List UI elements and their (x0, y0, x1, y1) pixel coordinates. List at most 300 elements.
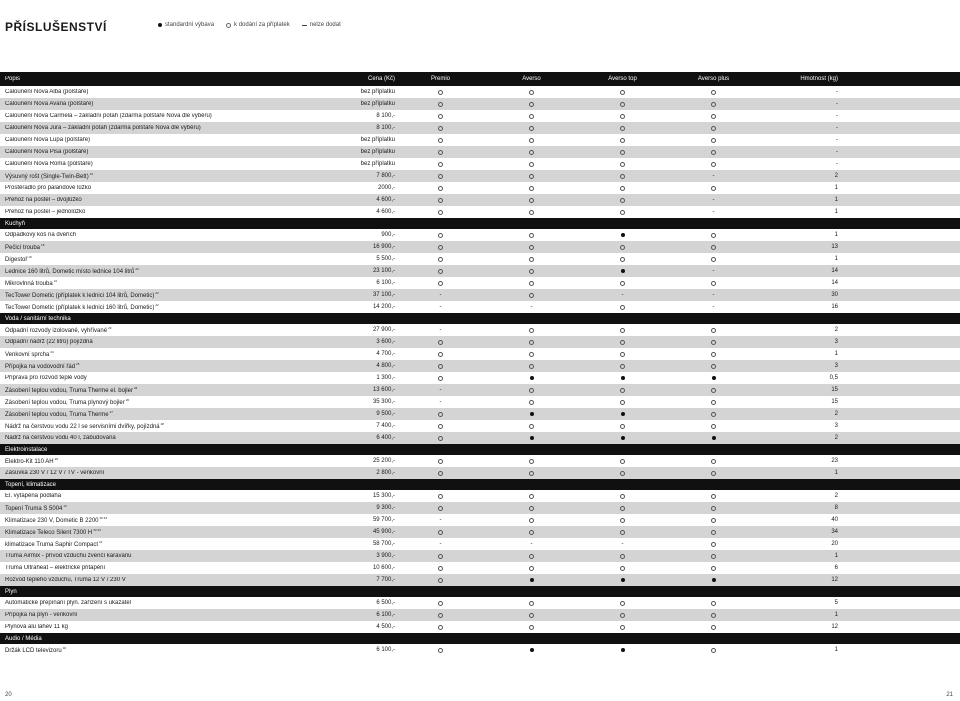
table-row (0, 158, 960, 170)
item-weight: - (836, 101, 838, 107)
item-price: bez příplatku (360, 161, 395, 167)
table-row (0, 467, 960, 479)
hollow-circle-icon (711, 518, 716, 523)
availability-cell (395, 648, 486, 653)
hollow-circle-icon (711, 648, 716, 653)
item-price: 4 600,- (376, 209, 395, 215)
hollow-circle-icon (620, 364, 625, 369)
item-description-text: Pečicí trouba (5, 245, 41, 251)
hollow-circle-icon (529, 613, 534, 618)
item-description-text: Zásuvka 230 V / 12 V / TV - venkovní (5, 470, 105, 476)
item-description (0, 470, 305, 476)
availability-cell (486, 436, 577, 440)
availability-cell (486, 400, 577, 405)
hollow-circle-icon (620, 518, 625, 523)
page-title: PŘÍSLUŠENSTVÍ (5, 20, 107, 34)
filled-dot-icon (621, 648, 625, 652)
availability-cell (486, 424, 577, 429)
hollow-circle-icon (529, 530, 534, 535)
availability-cell (668, 150, 759, 155)
table-row (0, 277, 960, 289)
hollow-circle-icon (620, 198, 625, 203)
table-row (0, 170, 960, 182)
hollow-circle-icon (529, 269, 534, 274)
page-number-right: 21 (946, 692, 953, 698)
item-description (0, 267, 305, 275)
hollow-circle-icon (438, 625, 443, 630)
availability-cell (577, 412, 668, 416)
hollow-circle-icon (529, 162, 534, 167)
availability-cell (577, 210, 668, 215)
item-weight: - (836, 89, 838, 95)
hollow-circle-icon (711, 459, 716, 464)
hollow-circle-icon (529, 233, 534, 238)
item-description-text: Přehoz na postel – dvojlůžko (5, 197, 82, 203)
item-description (0, 516, 305, 524)
item-weight: 1 (834, 612, 838, 618)
item-description (0, 398, 305, 406)
availability-cell (395, 340, 486, 345)
hollow-circle-icon (529, 554, 534, 559)
item-weight: 34 (831, 529, 838, 535)
availability-cell (395, 541, 486, 547)
availability-cell (668, 436, 759, 440)
availability-cell (668, 126, 759, 131)
hollow-circle-icon (529, 257, 534, 262)
item-price: 7 700,- (376, 577, 395, 583)
availability-cell (486, 494, 577, 499)
item-description-text: Odpadkový koš na dveřích (5, 232, 77, 238)
hollow-circle-icon (438, 126, 443, 131)
item-description (0, 149, 305, 155)
availability-cell (668, 376, 759, 380)
availability-cell (395, 387, 486, 393)
hollow-circle-icon (529, 424, 534, 429)
availability-cell (486, 328, 577, 333)
item-price: 3 600,- (376, 339, 395, 345)
hollow-circle-icon (711, 102, 716, 107)
legend-standard (158, 22, 214, 28)
item-description (0, 540, 305, 548)
availability-cell (486, 471, 577, 476)
hollow-circle-icon (620, 494, 625, 499)
availability-cell (486, 388, 577, 393)
hollow-circle-icon (620, 554, 625, 559)
item-description-text: TecTower Dometic (příplatek k lednici 104 litrů, Dometic) (5, 293, 155, 299)
availability-value: - (712, 304, 715, 310)
availability-cell (486, 174, 577, 179)
item-description-text: Výsuvný rošt (Single-Twin-Bett) (5, 174, 89, 180)
item-description-text: Čalounění Nova Alba (polštáře) (5, 89, 89, 95)
filled-dot-icon (712, 578, 716, 582)
filled-dot-icon (621, 578, 625, 582)
hollow-circle-icon (438, 245, 443, 250)
availability-cell (577, 269, 668, 273)
item-weight: - (836, 149, 838, 155)
item-price: 1 300,- (376, 375, 395, 381)
availability-cell (395, 114, 486, 119)
item-description-text: Odpadní rozvody izolované, vyhřívané (5, 328, 108, 334)
item-description-text: Nádrž na čerstvou vodu 40 l, zabudovaná (5, 435, 116, 441)
item-weight: 8 (834, 505, 838, 511)
availability-cell (395, 186, 486, 191)
hollow-circle-icon (438, 648, 443, 653)
hollow-circle-icon (711, 566, 716, 571)
hollow-circle-icon (438, 494, 443, 499)
availability-cell (395, 364, 486, 369)
item-description (0, 600, 305, 606)
item-description (0, 303, 305, 311)
availability-cell (486, 138, 577, 143)
availability-cell (577, 424, 668, 429)
hollow-circle-icon (438, 114, 443, 119)
availability-cell (395, 554, 486, 559)
item-price: 7 400,- (376, 423, 395, 429)
hollow-circle-icon (620, 625, 625, 630)
item-description (0, 624, 305, 630)
hollow-circle-icon (438, 210, 443, 215)
hollow-circle-icon (438, 186, 443, 191)
item-price: bez příplatku (360, 137, 395, 143)
item-description-text: Čalounění Nova Avana (polštáře) (5, 101, 94, 107)
hollow-circle-icon (529, 400, 534, 405)
hollow-circle-icon (529, 126, 534, 131)
availability-cell (668, 114, 759, 119)
hollow-circle-icon (438, 138, 443, 143)
availability-value: - (530, 541, 533, 547)
hollow-circle-icon (529, 245, 534, 250)
availability-cell (395, 257, 486, 262)
hollow-circle-icon (529, 293, 534, 298)
hollow-circle-icon (711, 494, 716, 499)
hollow-circle-icon (620, 90, 625, 95)
availability-cell (486, 566, 577, 571)
item-description-text: Elektro-Kit 110 AH (5, 459, 54, 465)
item-price: 37 100,- (372, 292, 395, 298)
filled-dot-icon (158, 23, 162, 27)
item-price: 6 400,- (376, 435, 395, 441)
item-description (0, 279, 305, 287)
availability-cell (668, 530, 759, 535)
hollow-circle-icon (438, 436, 443, 441)
table-row (0, 621, 960, 633)
availability-cell (668, 90, 759, 95)
table-row (0, 122, 960, 134)
item-description (0, 161, 305, 167)
availability-cell (395, 102, 486, 107)
item-price: 2000,- (377, 185, 395, 191)
footnote-ref: 19 (28, 255, 32, 259)
item-description-text: Mikrovlnná trouba (5, 281, 53, 287)
table-row (0, 455, 960, 467)
filled-dot-icon (621, 436, 625, 440)
availability-cell (486, 352, 577, 357)
availability-value: - (439, 387, 442, 393)
availability-cell (395, 292, 486, 298)
availability-cell (577, 281, 668, 286)
footnote-ref: 30 33 (99, 516, 108, 520)
availability-cell (577, 102, 668, 107)
availability-cell (486, 601, 577, 606)
filled-dot-icon (712, 376, 716, 380)
availability-cell (486, 304, 577, 310)
item-description-text: Nádrž na čerstvou vodu 22 l se servisními dvířky, pojízdná (5, 424, 160, 430)
hollow-circle-icon (529, 566, 534, 571)
section-header: Voda / sanitární technika (0, 313, 960, 324)
table-row (0, 110, 960, 122)
availability-cell (395, 399, 486, 405)
availability-cell (395, 376, 486, 381)
availability-cell (486, 198, 577, 203)
availability-cell (668, 162, 759, 167)
item-description-text: Digestoř (5, 257, 28, 263)
item-weight: - (836, 161, 838, 167)
item-price: 4 800,- (376, 363, 395, 369)
column-header: Popis (5, 76, 21, 82)
availability-cell (395, 424, 486, 429)
table-body (0, 86, 960, 656)
availability-cell (486, 613, 577, 618)
hollow-circle-icon (620, 459, 625, 464)
availability-cell (577, 174, 668, 179)
footnote-ref: 22 (155, 303, 159, 307)
table-row (0, 514, 960, 526)
item-description (0, 553, 305, 559)
hollow-circle-icon (529, 174, 534, 179)
availability-cell (395, 459, 486, 464)
item-weight: 3 (834, 363, 838, 369)
availability-value: - (439, 327, 442, 333)
table-row (0, 98, 960, 110)
hollow-circle-icon (620, 328, 625, 333)
table-row (0, 301, 960, 313)
availability-cell (486, 126, 577, 131)
table-row (0, 538, 960, 550)
hollow-circle-icon (711, 126, 716, 131)
availability-cell (577, 436, 668, 440)
item-description (0, 565, 305, 571)
availability-cell (486, 257, 577, 262)
item-price: 4 600,- (376, 197, 395, 203)
hollow-circle-icon (529, 518, 534, 523)
filled-dot-icon (621, 233, 625, 237)
hollow-circle-icon (620, 340, 625, 345)
item-description (0, 101, 305, 107)
hollow-circle-icon (620, 471, 625, 476)
item-weight: 1 (834, 351, 838, 357)
availability-cell (668, 257, 759, 262)
section-header: Kuchyň (0, 218, 960, 229)
filled-dot-icon (621, 269, 625, 273)
availability-cell (668, 424, 759, 429)
availability-cell (486, 162, 577, 167)
footnote-ref: 22 (155, 291, 159, 295)
availability-cell (395, 304, 486, 310)
availability-cell (668, 340, 759, 345)
hollow-circle-icon (711, 364, 716, 369)
item-description-text: Čalounění Nova Pisa (polštáře) (5, 149, 89, 155)
availability-cell (486, 245, 577, 250)
filled-dot-icon (621, 376, 625, 380)
item-description (0, 137, 305, 143)
hollow-circle-icon (620, 186, 625, 191)
item-weight: 1 (834, 185, 838, 191)
hollow-circle-icon (711, 471, 716, 476)
item-description-text: Čalounění Nova Roma (polštáře) (5, 161, 93, 167)
availability-cell (577, 292, 668, 298)
availability-cell (486, 269, 577, 274)
table-row (0, 336, 960, 348)
availability-cell (668, 173, 759, 179)
hollow-circle-icon (620, 150, 625, 155)
availability-cell (395, 281, 486, 286)
hollow-circle-icon (711, 233, 716, 238)
page-number-left: 20 (5, 692, 12, 698)
hollow-circle-icon (529, 459, 534, 464)
item-description (0, 125, 305, 131)
table-row (0, 384, 960, 396)
column-header: Averso top (608, 76, 637, 82)
availability-value: - (621, 292, 624, 298)
footnote-ref: 20 (135, 267, 139, 271)
availability-cell (668, 625, 759, 630)
availability-value: - (621, 541, 624, 547)
availability-cell (395, 90, 486, 95)
item-description (0, 362, 305, 370)
availability-cell (577, 625, 668, 630)
availability-cell (668, 518, 759, 523)
item-description (0, 89, 305, 95)
item-description-text: TecTower Dometic (příplatek k lednici 160 litrů, Dometic) (5, 305, 155, 311)
hollow-circle-icon (438, 102, 443, 107)
item-price: 10 600,- (372, 565, 395, 571)
hollow-circle-icon (438, 613, 443, 618)
item-weight: 12 (831, 624, 838, 630)
table-row (0, 490, 960, 502)
item-description-text: Příprava pro rozvod teplé vody (5, 375, 87, 381)
item-price: 58 700,- (372, 541, 395, 547)
availability-cell (577, 376, 668, 380)
hollow-circle-icon (620, 114, 625, 119)
availability-value: - (712, 268, 715, 274)
availability-value: - (712, 197, 715, 203)
availability-cell (486, 114, 577, 119)
item-description-text: Klimatizace 230 V, Dometic B 2200 (5, 518, 99, 524)
legend-label: nelze dodat (309, 22, 341, 28)
hollow-circle-icon (529, 494, 534, 499)
hollow-circle-icon (711, 245, 716, 250)
item-price: 9 500,- (376, 411, 395, 417)
item-description (0, 375, 305, 381)
hollow-circle-icon (711, 424, 716, 429)
table-row (0, 265, 960, 277)
availability-cell (395, 494, 486, 499)
availability-cell (395, 174, 486, 179)
item-price: bez příplatku (360, 101, 395, 107)
item-price: 13 600,- (372, 387, 395, 393)
availability-cell (395, 269, 486, 274)
table-row (0, 229, 960, 241)
hollow-circle-icon (620, 138, 625, 143)
table-row (0, 360, 960, 372)
availability-cell (395, 530, 486, 535)
hollow-circle-icon (438, 412, 443, 417)
footnote-ref: 26 (125, 398, 130, 402)
table-row (0, 194, 960, 206)
hollow-circle-icon (711, 257, 716, 262)
availability-cell (668, 459, 759, 464)
hollow-circle-icon (529, 352, 534, 357)
hollow-circle-icon (438, 554, 443, 559)
item-description (0, 577, 305, 583)
availability-cell (668, 304, 759, 310)
column-header: Cena (Kč) (367, 76, 395, 82)
item-weight: 0,5 (829, 375, 838, 381)
item-price: 14 200,- (372, 304, 395, 310)
legend-extra (226, 22, 290, 28)
availability-cell (577, 328, 668, 333)
availability-value: - (530, 304, 533, 310)
availability-cell (486, 150, 577, 155)
item-description (0, 646, 305, 654)
item-weight: 20 (831, 541, 838, 547)
availability-value: - (712, 173, 715, 179)
availability-cell (486, 293, 577, 298)
column-header: Averso (522, 76, 541, 82)
item-weight: - (836, 125, 838, 131)
hollow-circle-icon (529, 102, 534, 107)
hollow-circle-icon (711, 352, 716, 357)
availability-cell (577, 305, 668, 310)
item-weight: 40 (831, 517, 838, 523)
availability-cell (577, 245, 668, 250)
item-description (0, 493, 305, 499)
item-description (0, 197, 305, 203)
hollow-circle-icon (438, 459, 443, 464)
availability-cell (668, 566, 759, 571)
item-description-text: Venkovní sprcha (5, 352, 50, 358)
availability-cell (395, 352, 486, 357)
item-weight: 15 (831, 399, 838, 405)
availability-cell (577, 566, 668, 571)
hollow-circle-icon (438, 233, 443, 238)
availability-cell (577, 471, 668, 476)
hollow-circle-icon (438, 198, 443, 203)
availability-cell (486, 281, 577, 286)
hollow-circle-icon (711, 625, 716, 630)
hollow-circle-icon (711, 138, 716, 143)
item-price: 59 700,- (372, 517, 395, 523)
availability-cell (486, 530, 577, 535)
availability-cell (395, 436, 486, 441)
availability-cell (668, 412, 759, 417)
table-row (0, 597, 960, 609)
item-weight: - (836, 137, 838, 143)
hollow-circle-icon (620, 530, 625, 535)
availability-cell (668, 102, 759, 107)
hollow-circle-icon (529, 340, 534, 345)
item-weight: 14 (831, 280, 838, 286)
hollow-circle-icon (620, 566, 625, 571)
hollow-circle-icon (620, 174, 625, 179)
item-description (0, 386, 305, 394)
filled-dot-icon (530, 578, 534, 582)
availability-cell (577, 648, 668, 652)
availability-cell (395, 412, 486, 417)
availability-cell (486, 102, 577, 107)
table-row (0, 432, 960, 444)
availability-cell (668, 400, 759, 405)
